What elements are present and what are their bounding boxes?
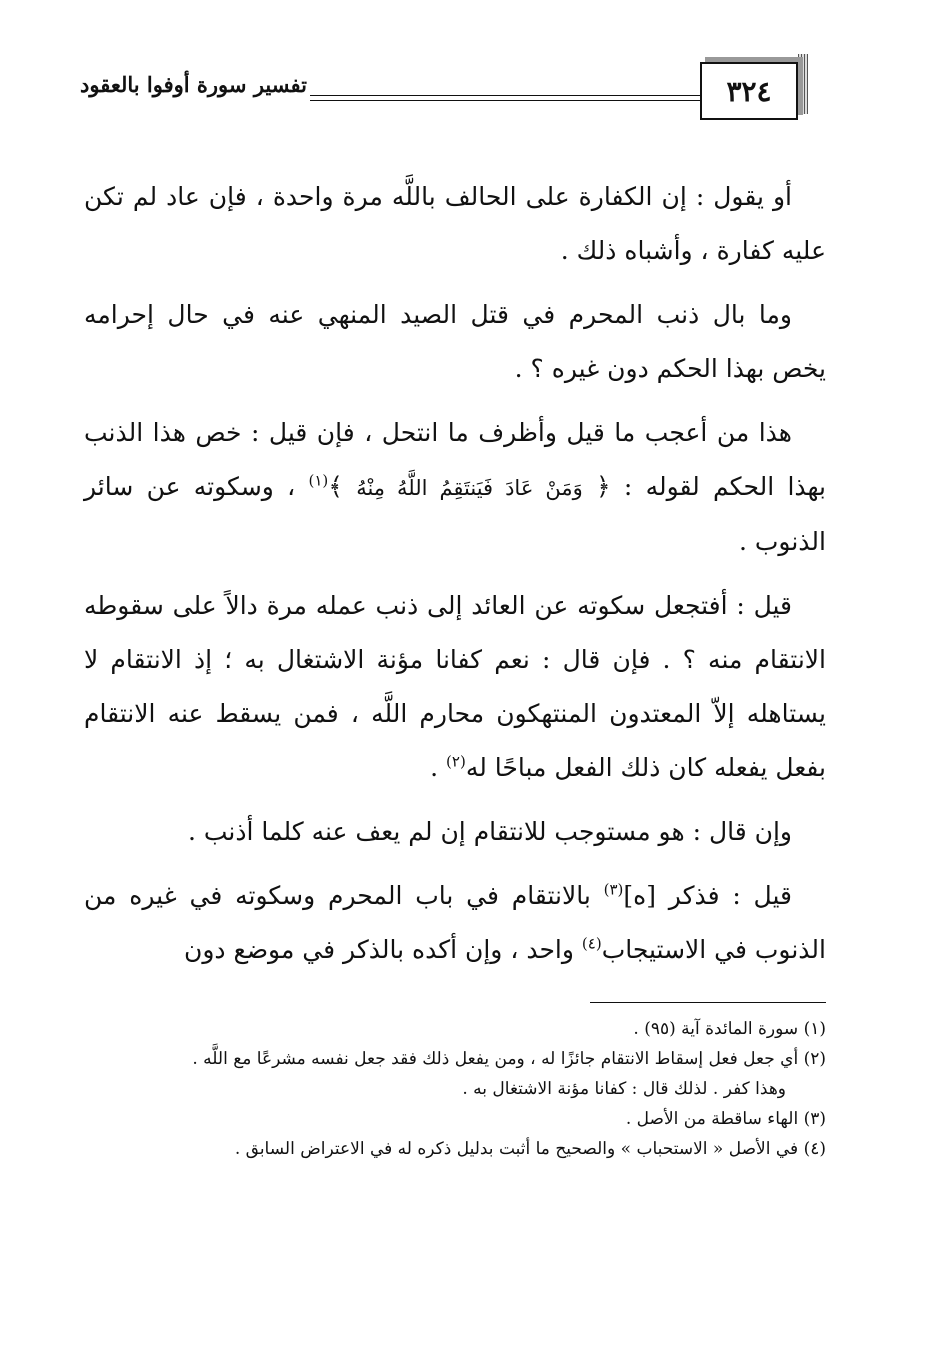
- paragraph-4-text-a: قيل : أفتجعل سكوته عن العائد إلى ذنب عمله مرة دالاً على سقوطه الانتقام منه ؟ . فإن قال : نعم كفانا مؤنة الاشتغال به ؛ إذ الانتقام لا يستاهله إلاّ المعتدون المنتهكون محارم اللَّه ، فمن يسقط عنه الانتقام بفعل يفعله كان ذلك الفعل مباحًا له: [84, 591, 826, 782]
- footnote-3: (٣) الهاء ساقطة من الأصل .: [625, 1109, 826, 1129]
- footnote-separator: [590, 1002, 826, 1003]
- paragraph-3-text-c: ، وسكوته عن سائر الذنوب .: [84, 472, 826, 556]
- footnote-2-continuation: وهذا كفر . لذلك قال : كفانا مؤنة الاشتغال به .: [462, 1079, 786, 1099]
- page-number: ٣٢٤: [700, 62, 798, 120]
- paragraph-6-text-a: قيل : فذكر [ه]: [623, 881, 792, 910]
- paragraph-6: [84, 869, 826, 977]
- header-rule: [310, 95, 700, 101]
- footnote-1: (١) سورة المائدة آية (٩٥) .: [633, 1019, 826, 1039]
- quran-verse: وَمَنْ عَادَ فَيَنتَقِمُ اللَّهُ مِنْهُ: [356, 476, 583, 500]
- paragraph-3: [84, 406, 826, 569]
- paragraph-6-text-b: بالانتقام في باب المحرم وسكوته في غيره من الذنوب في الاستيجاب: [84, 881, 826, 964]
- paragraph-5: وإن قال : هو مستوجب للانتقام إن لم يعف عنه كلما أذنب .: [187, 817, 792, 846]
- footnote-4: (٤) في الأصل « الاستحباب » والصحيح ما أثبت بدليل ذكره له في الاعتراض السابق .: [234, 1139, 826, 1159]
- main-text: [84, 170, 826, 987]
- footnote-ref-4: (٤): [581, 934, 602, 953]
- footnote-ref-1: (١): [308, 471, 329, 490]
- page-header: [80, 52, 820, 122]
- paragraph-3-text-a: هذا من أعجب ما قيل وأظرف ما انتحل ، فإن قيل : خص هذا الذنب بهذا الحكم لقوله : ﴿: [84, 418, 826, 501]
- paragraph-3-text-b: ﴾: [328, 472, 343, 501]
- paragraph-2: وما بال ذنب المحرم في قتل الصيد المنهي عنه في حال إحرامه يخص بهذا الحكم دون غيره ؟ .: [84, 300, 826, 383]
- paragraph-6-text-c: واحد ، وإن أكده بالذكر في موضع دون: [184, 935, 574, 964]
- footnote-ref-2: (٢): [446, 752, 466, 771]
- footnote-ref-3: (٣): [603, 880, 624, 899]
- running-title: تفسير سورة أوفوا بالعقود: [80, 72, 307, 97]
- footnote-2: (٢) أي جعل فعل إسقاط الانتقام جائزًا له ، ومن يفعل ذلك فقد جعل نفسه مشرعًا مع اللَّه .: [192, 1049, 826, 1069]
- footnotes: [84, 1014, 826, 1164]
- paragraph-4: [84, 579, 826, 795]
- page-number-shadow: [798, 54, 808, 114]
- paragraph-1: أو يقول : إن الكفارة على الحالف باللَّه مرة واحدة ، فإن عاد لم تكن عليه كفارة ، وأشباه ذلك .: [84, 182, 826, 265]
- paragraph-4-text-b: .: [430, 753, 439, 782]
